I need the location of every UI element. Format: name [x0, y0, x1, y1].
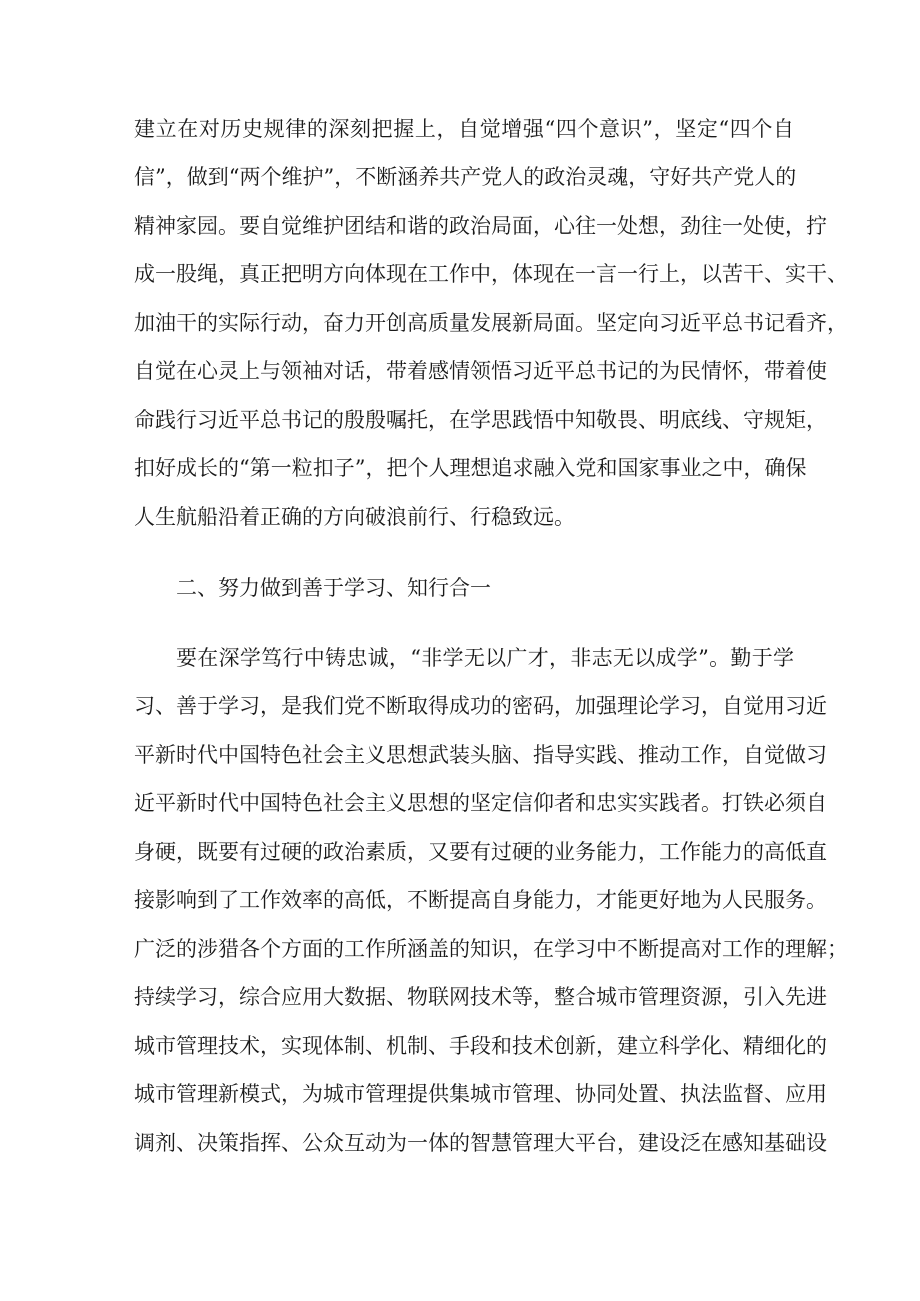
paragraph-line: 城市管理技术，实现体制、机制、手段和技术创新，建立科学化、精细化的	[134, 1034, 827, 1058]
paragraph-line: 加油干的实际行动，奋力开创高质量发展新局面。坚定向习近平总书记看齐，	[134, 311, 848, 335]
paragraph-line: 人生航船沿着正确的方向破浪前行、行稳致远。	[134, 505, 575, 529]
paragraph-line: 自觉在心灵上与领袖对话，带着感情领悟习近平总书记的为民情怀，带着使	[134, 359, 827, 383]
paragraph-line: 建立在对历史规律的深刻把握上，自觉增强“四个意识”，坚定“四个自	[134, 117, 794, 141]
paragraph-line: 平新时代中国特色社会主义思想武装头脑、指导实践、推动工作，自觉做习	[134, 743, 827, 767]
paragraph-line: 城市管理新模式，为城市管理提供集城市管理、协同处置、执法监督、应用	[134, 1082, 827, 1106]
paragraph-line: 接影响到了工作效率的高低，不断提高自身能力，才能更好地为人民服务。	[134, 888, 827, 912]
paragraph-line: 成一股绳，真正把明方向体现在工作中，体现在一言一行上，以苦干、实干、	[134, 262, 848, 286]
paragraph-line: 身硬，既要有过硬的政治素质，又要有过硬的业务能力，工作能力的高低直	[134, 840, 827, 864]
paragraph-line: 广泛的涉猎各个方面的工作所涵盖的知识，在学习中不断提高对工作的理解；	[134, 937, 848, 961]
paragraph-line: 习、善于学习，是我们党不断取得成功的密码，加强理论学习，自觉用习近	[134, 694, 827, 718]
paragraph-line: 命践行习近平总书记的殷殷嘱托，在学思践悟中知敬畏、明底线、守规矩，	[134, 408, 827, 432]
paragraph-line: 持续学习，综合应用大数据、物联网技术等，整合城市管理资源，引入先进	[134, 985, 827, 1009]
paragraph-line: 精神家园。要自觉维护团结和谐的政治局面，心往一处想，劲往一处使，拧	[134, 214, 827, 238]
paragraph-line: 要在深学笃行中铸忠诚，“非学无以广才，非志无以成学”。勤于学	[176, 646, 794, 670]
section-heading: 二、努力做到善于学习、知行合一	[176, 576, 491, 600]
paragraph-line: 调剂、决策指挥、公众互动为一体的智慧管理大平台，建设泛在感知基础设	[134, 1131, 827, 1155]
paragraph-line: 近平新时代中国特色社会主义思想的坚定信仰者和忠实实践者。打铁必须自	[134, 791, 827, 815]
paragraph-line: 信”，做到“两个维护”，不断涵养共产党人的政治灵魂，守好共产党人的	[134, 165, 797, 189]
paragraph-line: 扣好成长的“第一粒扣子”，把个人理想追求融入党和国家事业之中，确保	[134, 456, 807, 480]
